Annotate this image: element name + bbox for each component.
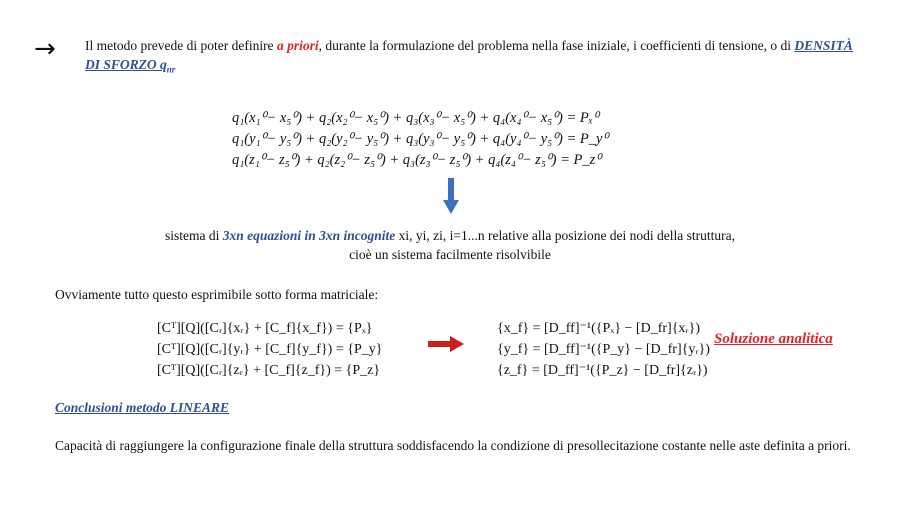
matriciale-text: Ovviamente tutto questo esprimibile sotto forma matriciale: xyxy=(55,287,379,302)
solution-row: {x_f} = [D_ff]⁻¹({Pₓ} − [D_fr]{xᵣ}) xyxy=(497,321,701,336)
right-arrow-icon: → xyxy=(34,34,56,64)
equation-row: q₁(z₁⁰− z₅⁰) + q₂(z₂⁰− z₅⁰) + q₃(z₃⁰− z₅⁰) + q₄(z₄⁰− z₅⁰) = P_z⁰ xyxy=(232,152,602,168)
sistema-suffix: xi, yi, zi, i=1...n relative alla posizione dei nodi della struttura, xyxy=(395,228,736,243)
intro-paragraph xyxy=(85,36,855,80)
equation-block xyxy=(232,108,608,171)
red-right-arrow-icon xyxy=(428,336,464,357)
densita-subscript: nr xyxy=(166,64,176,75)
sistema-line2: cioè un sistema facilmente risolvibile xyxy=(349,247,551,262)
conclusioni-heading: Conclusioni metodo LINEARE xyxy=(55,400,230,415)
equation-row: q₁(x₁⁰− x₅⁰) + q₂(x₂⁰− x₅⁰) + q₃(x₃⁰− x₅⁰) + q₄(x₄⁰− x₅⁰) = Pₓ⁰ xyxy=(232,110,599,126)
sistema-prefix: sistema di xyxy=(164,228,223,243)
solution-row: {y_f} = [D_ff]⁻¹({P_y} − [D_fr]{yᵣ}) xyxy=(497,342,710,357)
matrix-equations-right xyxy=(497,318,710,381)
sistema-highlight: 3xn equazioni in 3xn incognite xyxy=(222,228,396,243)
sistema-paragraph xyxy=(0,226,900,264)
intro-text-after: , durante la formulazione del problema nella fase iniziale, i coefficienti di tensione, o di xyxy=(318,38,795,53)
soluzione-analitica-label: Soluzione analitica xyxy=(714,331,833,347)
capacita-paragraph: Capacità di raggiungere la configurazione finale della struttura soddisfacendo la condizione di presollecitazione costante nelle aste definita a priori. xyxy=(55,438,851,453)
matrix-row: [Cᵀ][Q]([Cᵣ]{zᵣ} + [C_f]{z_f}) = {P_z} xyxy=(157,363,381,378)
matrix-row: [Cᵀ][Q]([Cᵣ]{yᵣ} + [C_f]{y_f}) = {P_y} xyxy=(157,342,383,357)
solution-row: {z_f} = [D_ff]⁻¹({P_z} − [D_fr]{zᵣ}) xyxy=(497,363,708,378)
down-arrow-icon xyxy=(443,178,459,219)
equation-row: q₁(y₁⁰− y₅⁰) + q₂(y₂⁰− y₅⁰) + q₃(y₃⁰− y₅⁰) + q₄(y₄⁰− y₅⁰) = P_y⁰ xyxy=(232,131,609,147)
intro-text-before: Il metodo prevede di poter definire xyxy=(85,38,277,53)
matrix-row: [Cᵀ][Q]([Cᵣ]{xᵣ} + [C_f]{x_f}) = {Pₓ} xyxy=(157,321,373,336)
matrix-equations-left xyxy=(157,318,382,381)
a-priori-text: a priori xyxy=(276,38,319,53)
densita-link: DENSITÀ DI SFORZO $q_{nr}$ xyxy=(85,38,853,75)
